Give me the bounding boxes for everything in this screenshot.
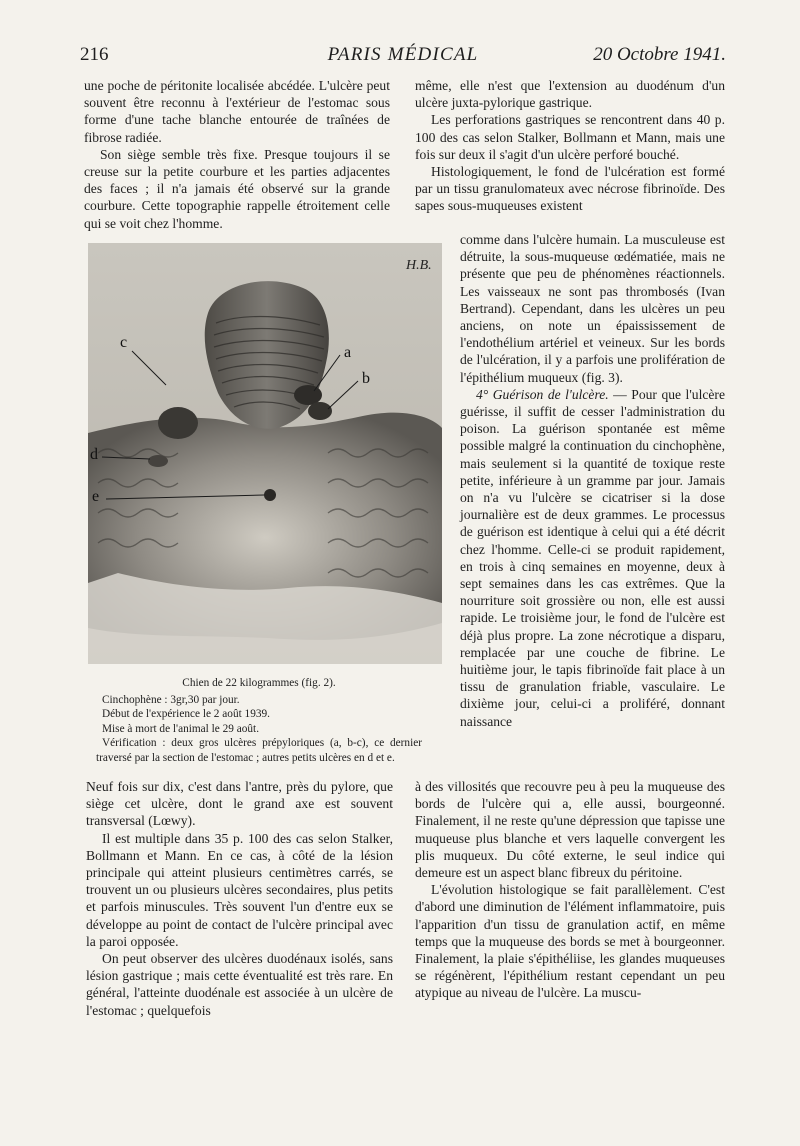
figure-caption: [96, 676, 422, 766]
ulcer-a: [294, 385, 322, 405]
running-header: [80, 44, 726, 70]
page-number: 216: [80, 44, 109, 65]
section-body: — Pour que l'ulcère guérisse, il suffit de cesser l'administration du poison. La guérison spontanée est même possible malgré la continuation du cinchophène, mais seulement si la quantité de toxique reste petite, inférieure à un gramme par jour. Jamais on n'a vu l'ulcère se cicatriser si la dose journalière est de deux grammes. Le processus de guérison est identique à celui qui a été décrit chez l'homme. Celle-ci se produit rapidement, en trois à cinq semaines en moyenne, deux à sept semaines dans les cas extrêmes. Que la nourriture soit grossière ou non, elle est aussi rapide. Le troisième jour, le fond de l'ulcère est déjà plus propre. La zone nécrotique a disparu, remplacée par une couche de fibrine. Le huitième jour, le tapis fibrinoïde fait place à un tissu de granulation friable, vasculaire. Le dixième jour, celui-ci a proliféré, donnant naissance: [460, 386, 725, 729]
left-column-bottom: [86, 778, 393, 1019]
label-e: e: [92, 488, 100, 505]
label-c: c: [120, 334, 128, 351]
caption-line: Cinchophène : 3gr,30 par jour.: [102, 693, 240, 706]
paragraph: même, elle n'est que l'extension au duodénum d'un ulcère juxta-pylorique gastrique.: [415, 78, 725, 111]
left-column-top: [84, 77, 390, 232]
journal-title: PARIS MÉDICAL: [327, 44, 479, 65]
stomach-specimen-figure: [88, 243, 442, 664]
paragraph: à des villosités que recouvre peu à peu la muqueuse des bords de l'ulcère qui a, elle aussi, bourgeonné. Finalement, il ne reste qu'une dépression que tapisse une muqueuse plus blanche et vers laquelle convergent les plis muqueux. Du côté externe, le seul indice qui demeure est un aspect blanc fibreux du péritoine.: [415, 779, 725, 881]
caption-line: Vérification : deux gros ulcères prépyloriques (a, b-c), ce dernier traversé par la section de l'estomac ; autres petits ulcères en d et e.: [96, 737, 422, 764]
paragraph: comme dans l'ulcère humain. La musculeuse est détruite, la sous-muqueuse œdématiée, mais ne présente que peu de phénomènes réactionnels. Les vaisseaux ne sont pas thrombosés (Ivan Bertrand). Cependant, dans les ulcères un peu anciens, on note un épaississement de l'endothélium artériel et veineux. Sur les bords de l'ulcération, il y a parfois une prolifération de l'épithélium muqueux (fig. 3).: [460, 232, 725, 385]
ulcer-d: [148, 455, 168, 467]
label-d: d: [90, 446, 98, 463]
caption-line: Mise à mort de l'animal le 29 août.: [102, 722, 260, 735]
paragraph: Il est multiple dans 35 p. 100 des cas selon Stalker, Bollmann et Mann. En ce cas, à côté de la lésion principale qui atteint plusieurs centimètres carrés, se trouvent un ou plusieurs ulcères secondaires, plus petits et parfois minuscules. Très souvent l'un d'entre eux se développe au point de contact de l'ulcère principal avec la paroi opposée.: [86, 830, 393, 949]
artist-signature: H.B.: [406, 258, 432, 273]
caption-title: Chien de 22 kilogrammes (fig. 2).: [182, 677, 336, 689]
section-title: 4° Guérison de l'ulcère.: [476, 386, 609, 402]
paragraph: On peut observer des ulcères duodénaux isolés, sans lésion gastrique ; mais cette éventualité est très rare. En général, l'atteinte duodénale est associée à un ulcère de l'estomac ; quelquefois: [86, 951, 393, 1018]
paragraph: [460, 386, 725, 730]
specimen-illustration: [88, 243, 442, 664]
paragraph: Histologiquement, le fond de l'ulcération est formé par un tissu granulomateux avec nécrose fibrinoïde. Des sapes sous-muqueuses existent: [415, 164, 725, 214]
right-column-bottom: [415, 778, 725, 1002]
ulcer-e: [264, 489, 276, 501]
label-a: a: [344, 344, 352, 361]
paragraph: L'évolution histologique se fait parallèlement. C'est d'abord une diminution de l'élément inflammatoire, puis l'apparition d'un tissu de granulation actif, en même temps que la muqueuse des bords se met à bourgeonner. Finalement, la plaie s'épithéliise, les glandes muqueuses se régénèrent, l'épithélium restant cependant un peu atypique au niveau de l'ulcère. La muscu-: [415, 882, 725, 1001]
paragraph: Les perforations gastriques se rencontrent dans 40 p. 100 des cas selon Stalker, Bollmann et Mann, mais une fois sur deux il s'agit d'un ulcère perforé bouché.: [415, 112, 725, 162]
issue-date: 20 Octobre 1941.: [593, 44, 726, 65]
paragraph: une poche de péritonite localisée abcédée. L'ulcère peut souvent être reconnu à l'extérieur de l'estomac sous forme d'une tache blanche entourée de traînées de fibrose radiée.: [84, 78, 390, 145]
right-column-narrow: [460, 231, 725, 730]
label-b: b: [362, 370, 370, 387]
paragraph: Neuf fois sur dix, c'est dans l'antre, près du pylore, que siège cet ulcère, dont le grand axe est souvent transversal (Lœwy).: [86, 779, 393, 829]
caption-line: Début de l'expérience le 2 août 1939.: [102, 708, 270, 721]
ulcer-c: [158, 407, 198, 439]
paragraph: Son siège semble très fixe. Presque toujours il se creuse sur la petite courbure et les parties adjacentes des faces ; il n'a jamais été observé sur la grande courbure. Cette topographie rappelle étroitement celle qui se voit chez l'homme.: [84, 146, 390, 231]
right-column-top: [415, 77, 725, 215]
ulcer-b: [308, 402, 332, 420]
